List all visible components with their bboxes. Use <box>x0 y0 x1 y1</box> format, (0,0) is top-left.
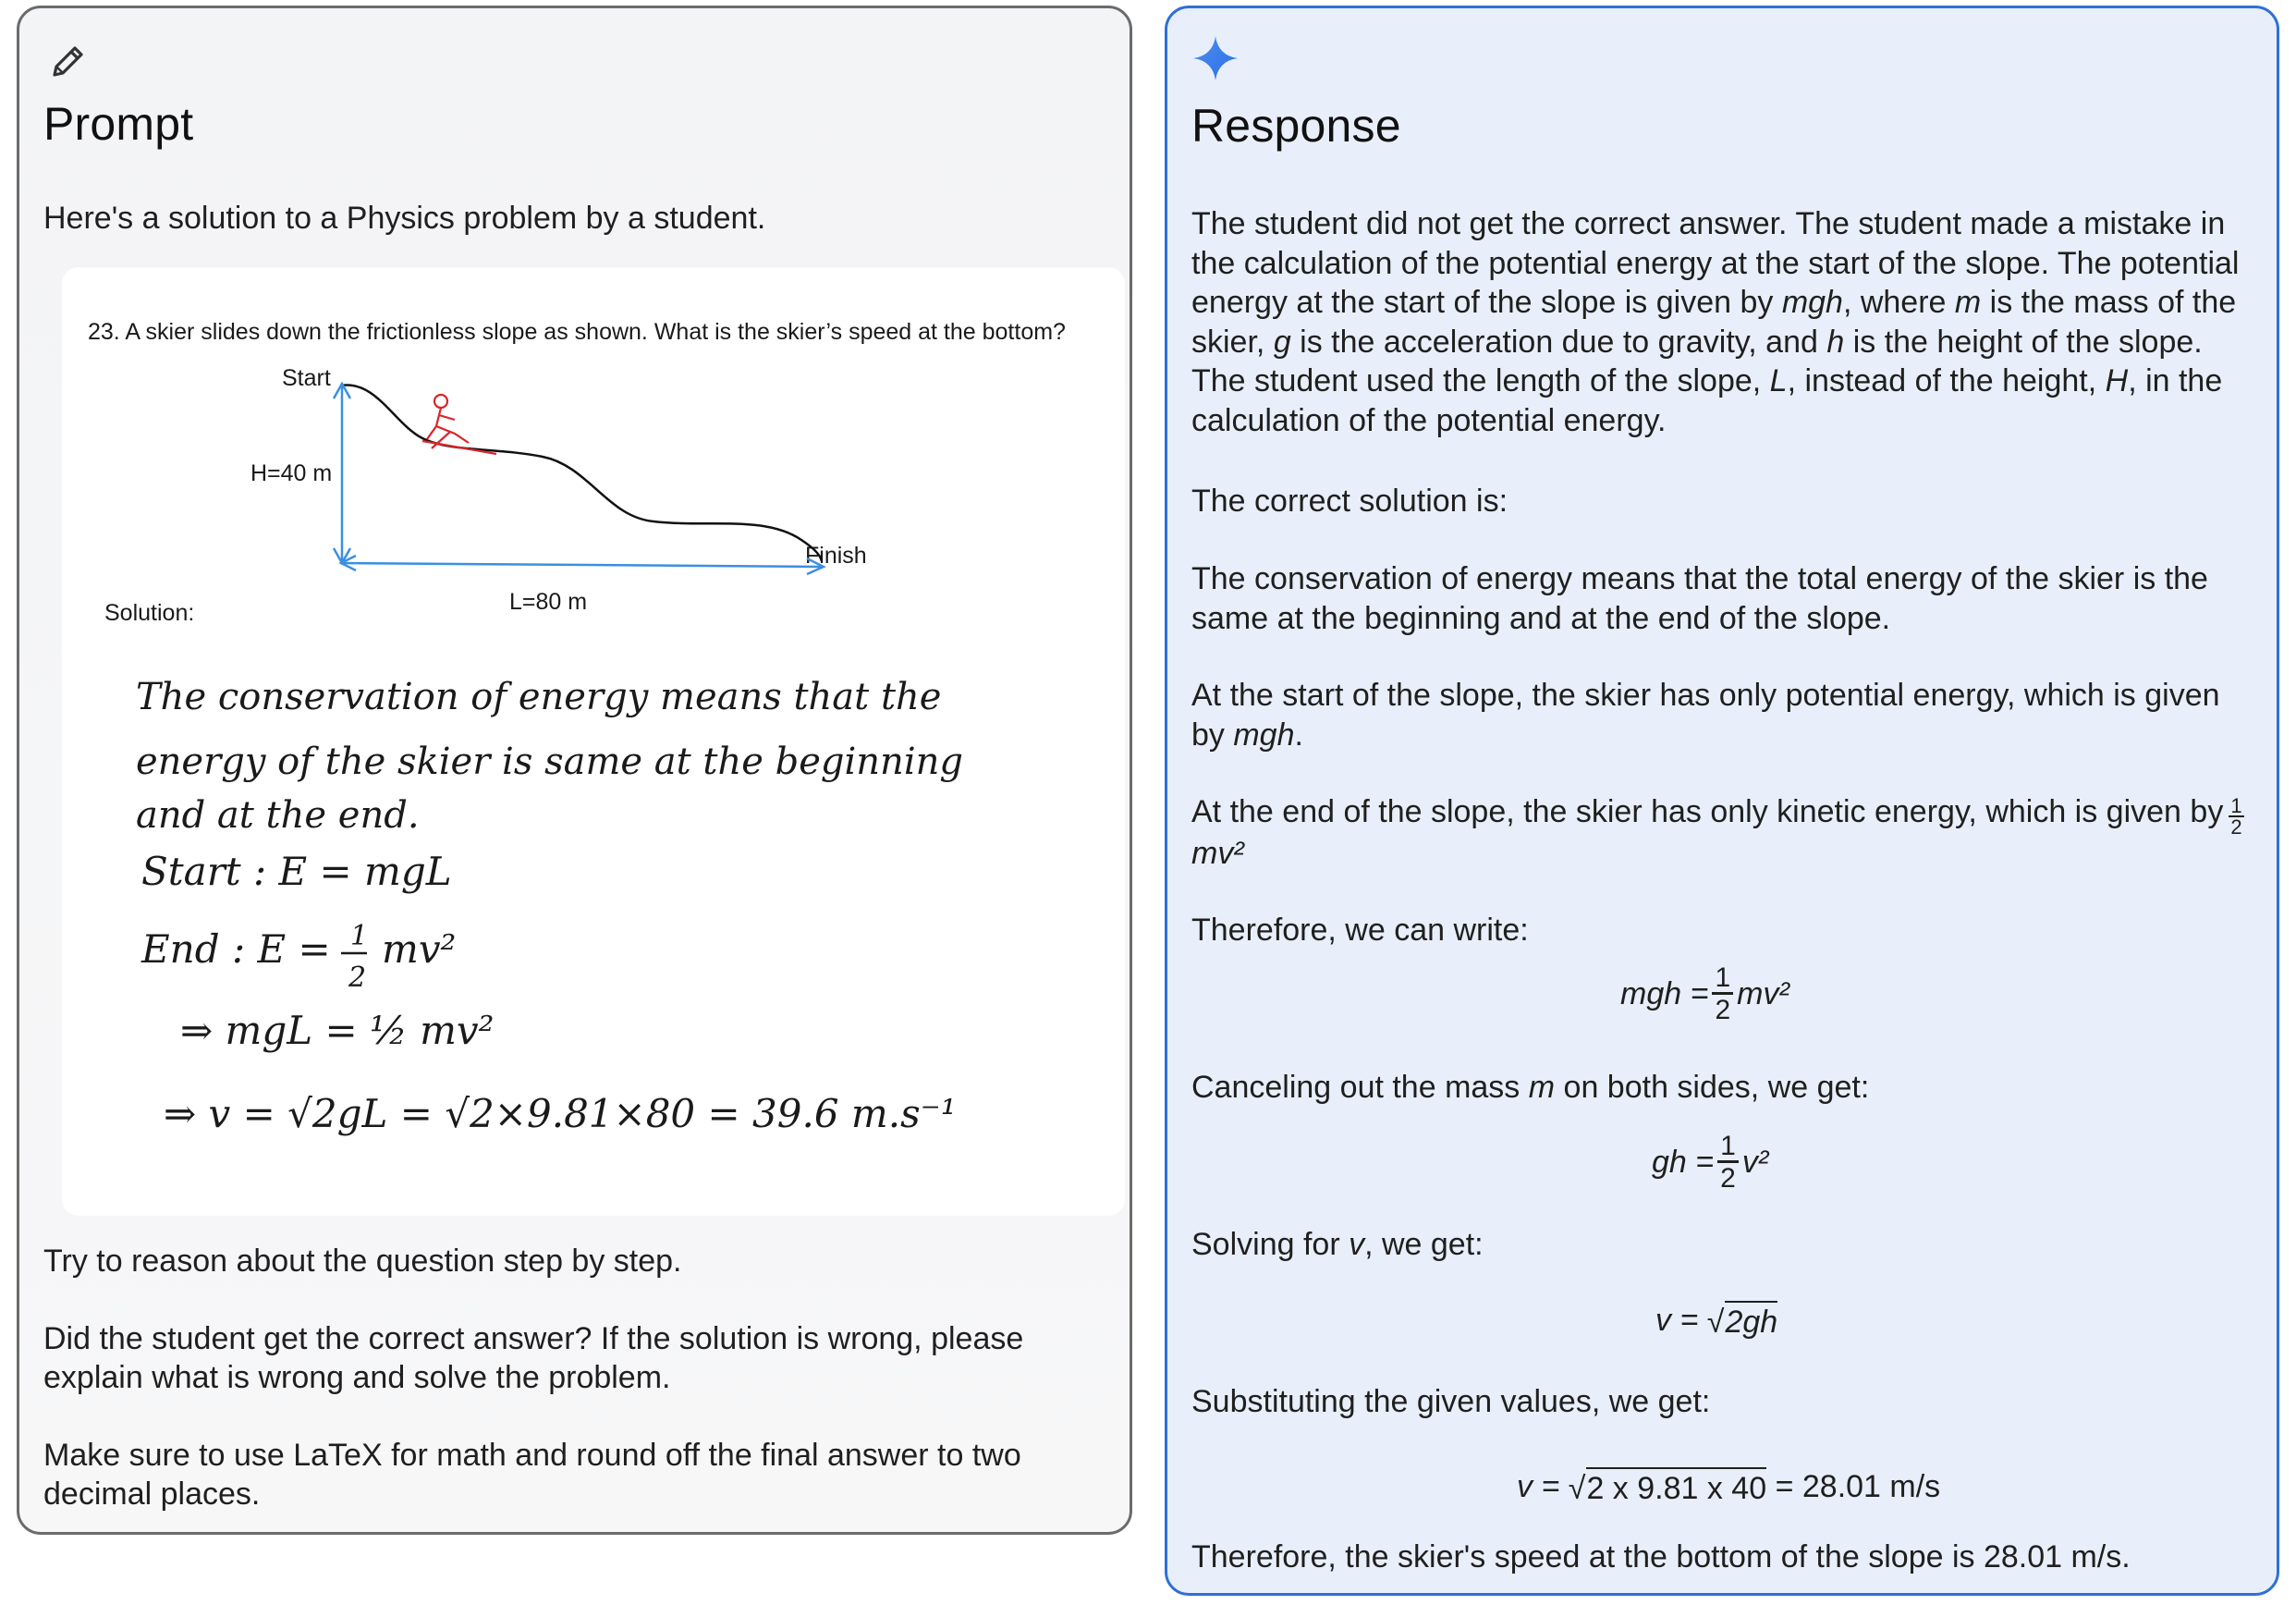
solution-label: Solution: <box>104 600 195 626</box>
length-arrow <box>341 556 824 574</box>
pencil-icon <box>47 42 88 82</box>
handwriting-line-2: energy of the skier is same at the beginning <box>136 741 963 783</box>
handwriting-line-5-num: 1 <box>350 920 369 952</box>
response-paragraph-10: Therefore, the skier's speed at the bottom of the slope is 28.01 m/s. <box>1191 1539 2131 1574</box>
response-paragraph-5: At the end of the slope, the skier has only kinetic energy, which is given by $\frac{1}{2}$ mv² <box>1191 794 2242 872</box>
handwriting-line-5-b: mv² <box>382 926 457 972</box>
problem-image <box>62 267 1125 1216</box>
equation-substitute: v = √ 2 x 9.81 x 40 = 28.01 m/s <box>1517 1469 1941 1506</box>
handwriting-line-7: ⇒ v = √2gL = √2×9.81×80 = 39.6 m.s⁻¹ <box>164 1091 957 1136</box>
height-label: H=40 m <box>250 460 333 486</box>
finish-label: Finish <box>805 543 867 569</box>
height-arrow <box>334 384 350 563</box>
equation-energy: mgh = $\frac{1}{2}$ mv² <box>1620 962 1789 1025</box>
handwriting-line-5-a: End : E = <box>141 926 331 972</box>
prompt-instruction-2: Did the student get the correct answer? If the solution is wrong, please explain what is wrong and solve the problem. <box>43 1321 1024 1395</box>
response-title: Response <box>1191 100 1401 152</box>
response-paragraph-8: Solving for v, we get: <box>1191 1227 1484 1262</box>
response-paragraph-6: Therefore, we can write: <box>1191 913 1529 948</box>
prompt-panel <box>17 6 1132 1535</box>
equation-cancel: gh = $\frac{1}{2}$ v² <box>1652 1131 1769 1194</box>
length-label: L=80 m <box>509 589 588 615</box>
handwriting-line-3: and at the end. <box>136 794 420 837</box>
response-paragraph-1: The student did not get the correct answer. The student made a mistake in the calculation of the potential energy at the start of the slope. The potential energy at the start of the slope is given by mgh, where m is the mass of the skier, g is the acceleration due to gravity, and h is the height of the slope. The student used the length of the slope, L, instead of the height, H, in the calculation of the potential energy. <box>1191 206 2240 438</box>
handwriting-line-6: ⇒ mgL = ½ mv² <box>180 1008 495 1053</box>
prompt-instruction-3: Make sure to use LaTeX for math and round off the final answer to two decimal places. <box>43 1438 1021 1512</box>
sparkle-icon <box>1191 34 1240 82</box>
start-label: Start <box>282 365 331 391</box>
response-paragraph-9: Substituting the given values, we get: <box>1191 1384 1711 1419</box>
prompt-intro: Here's a solution to a Physics problem by a student. <box>43 201 766 236</box>
response-paragraph-4: At the start of the slope, the skier has only potential energy, which is given by mgh. <box>1191 678 2220 753</box>
handwriting-line-5-den: 2 <box>348 962 367 994</box>
response-paragraph-7: Canceling out the mass m on both sides, we get: <box>1191 1070 1870 1105</box>
prompt-instruction-1: Try to reason about the question step by step. <box>43 1244 682 1279</box>
handwriting-line-4: Start : E = mgL <box>141 849 452 894</box>
response-panel <box>1165 6 2279 1596</box>
handwriting-line-1: The conservation of energy means that the <box>136 676 942 718</box>
prompt-title: Prompt <box>43 98 194 150</box>
skier-figure <box>422 395 496 454</box>
response-paragraph-2: The correct solution is: <box>1191 484 1508 519</box>
response-paragraph-3: The conservation of energy means that the total energy of the skier is the same at the beginning and at the end of the slope. <box>1191 561 2208 636</box>
slope-curve <box>341 385 822 561</box>
problem-question: 23. A skier slides down the frictionless slope as shown. What is the skier’s speed at the bottom? <box>88 319 1066 345</box>
equation-solve-v: v = √ 2gh <box>1655 1303 1778 1340</box>
problem-figure <box>62 267 1125 1216</box>
